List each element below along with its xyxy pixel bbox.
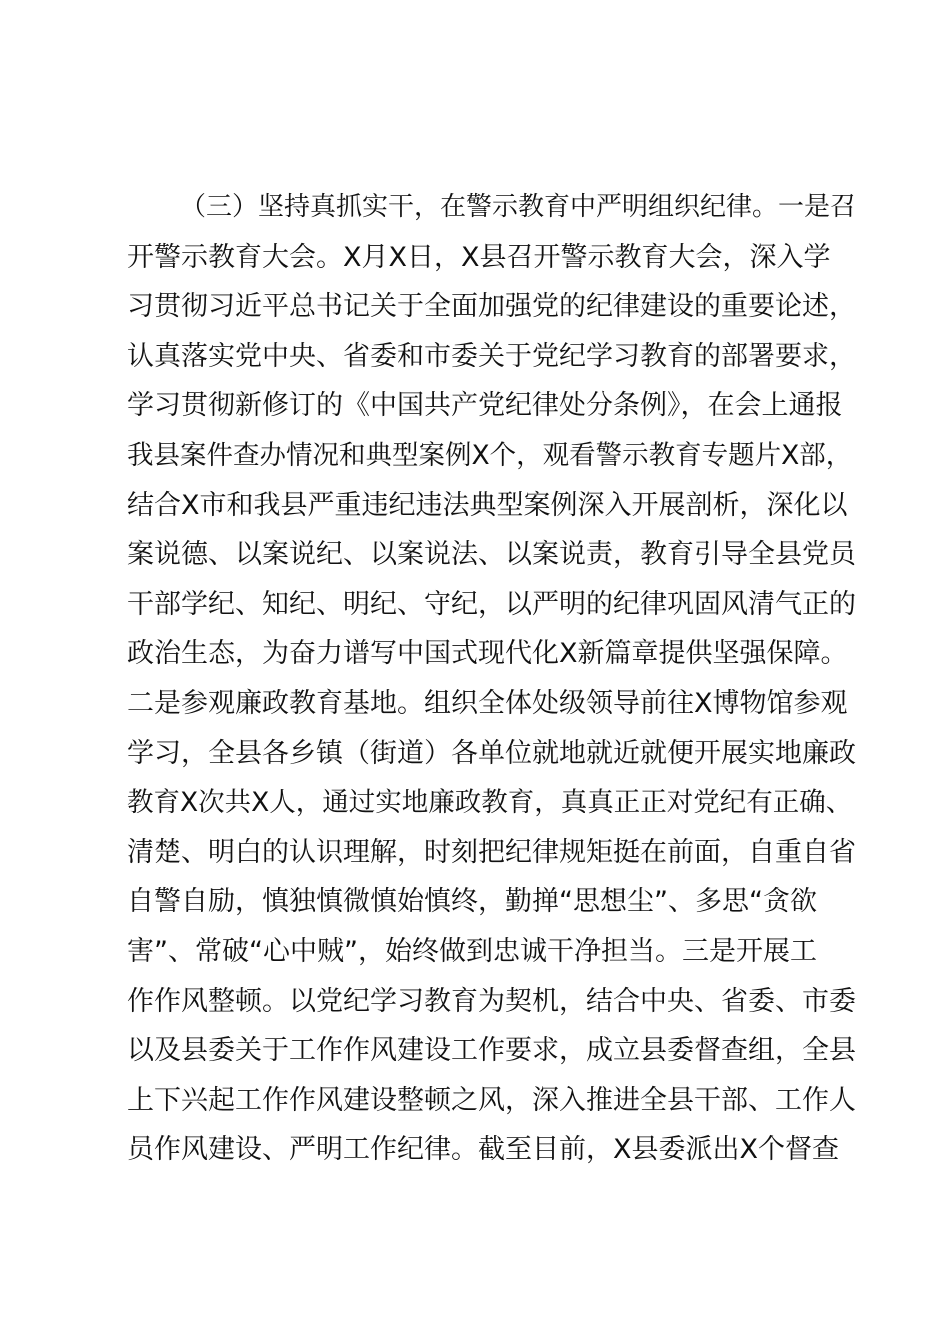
text-line: 员作风建设、严明工作纪律。截至目前，X县委派出X个督查 (127, 1134, 839, 1166)
text-line: 开警示教育大会。X月X日，X县召开警示教育大会，深入学 (127, 241, 831, 273)
text-line: 二是参观廉政教育基地。组织全体处级领导前往X博物馆参观 (127, 687, 848, 719)
text-line: 认真落实党中央、省委和市委关于党纪学习教育的部署要求， (127, 340, 856, 372)
text-line: 害”、常破“心中贼”，始终做到忠诚干净担当。三是开展工 (127, 935, 817, 967)
text-line: 结合X市和我县严重违纪违法典型案例深入开展剖析，深化以 (127, 489, 848, 521)
text-line: 以及县委关于工作作风建设工作要求，成立县委督查组，全县 (127, 1035, 856, 1067)
body-paragraph (127, 183, 857, 1175)
text-line: 干部学纪、知纪、明纪、守纪，以严明的纪律巩固风清气正的 (127, 588, 856, 620)
text-line: 上下兴起工作作风建设整顿之风，深入推进全县干部、工作人 (127, 1084, 856, 1116)
text-line: （三）坚持真抓实干，在警示教育中严明组织纪律。一是召 (180, 192, 857, 222)
text-line: 清楚、明白的认识理解，时刻把纪律规矩挺在前面，自重自省 (127, 836, 856, 868)
text-line: 自警自励，慎独慎微慎始慎终，勤掸“思想尘”、多思“贪欲 (127, 886, 817, 918)
text-line: 作作风整顿。以党纪学习教育为契机，结合中央、省委、市委 (127, 985, 856, 1017)
text-line: 案说德、以案说纪、以案说法、以案说责，教育引导全县党员 (127, 539, 856, 571)
text-line: 教育X次共X人，通过实地廉政教育，真真正正对党纪有正确、 (127, 787, 853, 819)
text-line: 习贯彻习近平总书记关于全面加强党的纪律建设的重要论述， (127, 291, 856, 323)
text-line: 学习贯彻新修订的《中国共产党纪律处分条例》，在会上通报 (127, 390, 843, 422)
text-line: 学习，全县各乡镇（街道）各单位就地就近就便开展实地廉政 (127, 737, 856, 769)
text-line: 政治生态，为奋力谱写中国式现代化X新篇章提供坚强保障。 (127, 638, 848, 670)
text-line: 我县案件查办情况和典型案例X个，观看警示教育专题片X部， (127, 439, 853, 471)
